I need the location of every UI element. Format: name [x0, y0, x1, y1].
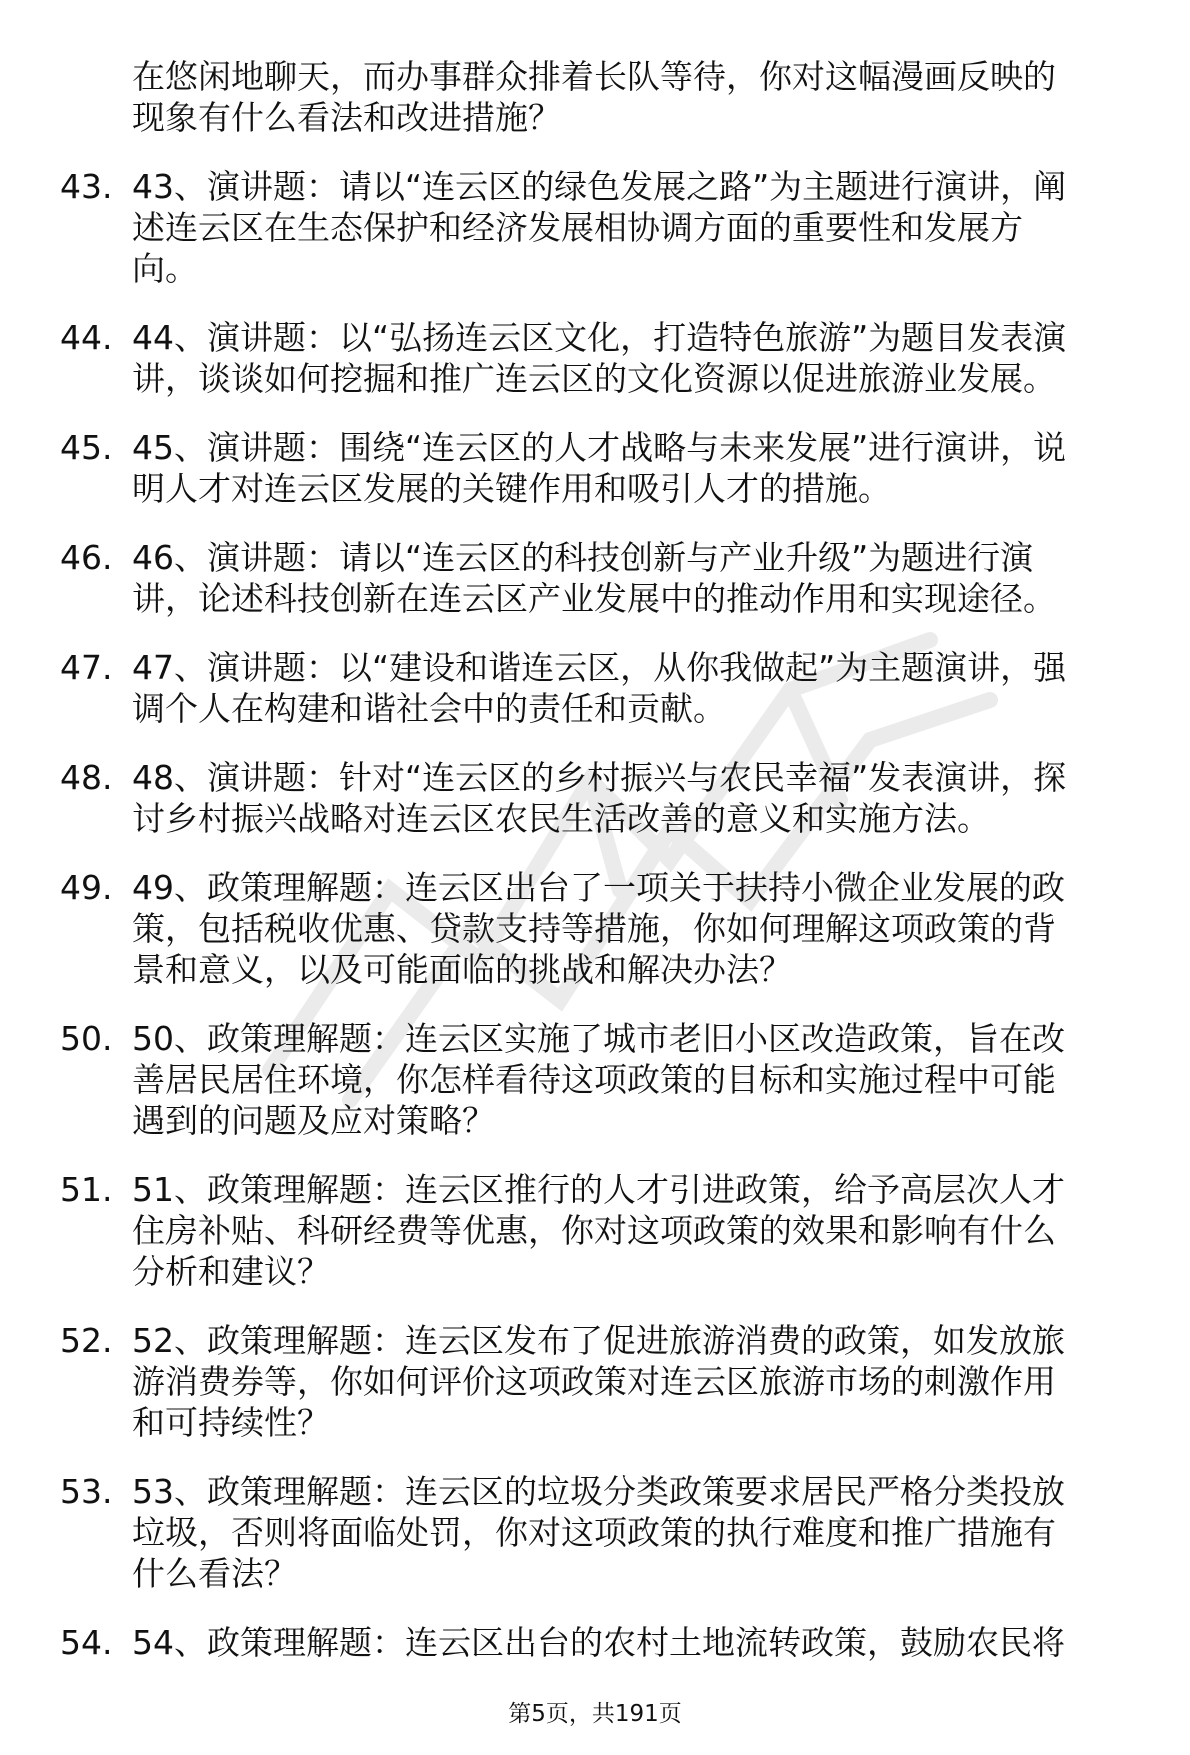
list-item: [60, 1471, 1150, 1594]
list-item-text: [132, 1320, 1150, 1443]
list-item: [60, 1622, 1150, 1663]
text-line: 49、政策理解题：连云区出台了一项关于扶持小微企业发展的政: [132, 868, 1065, 907]
list-item: [60, 1169, 1150, 1292]
text-line: 48、演讲题：针对“连云区的乡村振兴与农民幸福”发表演讲，探: [132, 758, 1067, 797]
list-item: [60, 1018, 1150, 1141]
text-line: 44、演讲题：以“弘扬连云区文化，打造特色旅游”为题目发表演: [132, 318, 1067, 357]
text-line: 讲，论述科技创新在连云区产业发展中的推动作用和实现途径。: [132, 579, 1056, 618]
list-item-number: 50.: [60, 1019, 113, 1058]
text-line: 53、政策理解题：连云区的垃圾分类政策要求居民严格分类投放: [132, 1472, 1065, 1511]
text-line: 什么看法？: [132, 1554, 297, 1593]
list-item: [60, 1320, 1150, 1443]
list-item-number: 49.: [60, 868, 113, 907]
list-item-text: [132, 537, 1150, 619]
list-item-number: 47.: [60, 648, 113, 687]
list-item: [60, 757, 1150, 839]
text-line: 讲，谈谈如何挖掘和推广连云区的文化资源以促进旅游业发展。: [132, 359, 1056, 398]
list-item-number: 43.: [60, 167, 113, 206]
text-line: 51、政策理解题：连云区推行的人才引进政策，给予高层次人才: [132, 1170, 1065, 1209]
text-line: 分析和建议？: [132, 1252, 330, 1291]
list-item-number: 51.: [60, 1170, 113, 1209]
list-item-number: 54.: [60, 1623, 113, 1662]
list-item-text: [132, 1622, 1150, 1663]
list-item-text: [132, 1018, 1150, 1141]
list-item: [60, 867, 1150, 990]
list-item-number: 52.: [60, 1321, 113, 1360]
text-line: 52、政策理解题：连云区发布了促进旅游消费的政策，如发放旅: [132, 1321, 1065, 1360]
list-item-text: [132, 166, 1150, 289]
text-line: 和可持续性？: [132, 1403, 330, 1442]
list-item: [60, 427, 1150, 509]
list-item-text: [132, 647, 1150, 729]
list-item-number: 48.: [60, 758, 113, 797]
text-line: 述连云区在生态保护和经济发展相协调方面的重要性和发展方: [132, 208, 1023, 247]
text-line: 调个人在构建和谐社会中的责任和贡献。: [132, 689, 726, 728]
list-item: [60, 537, 1150, 619]
text-line: 遇到的问题及应对策略？: [132, 1101, 495, 1140]
question-list: [60, 56, 1150, 1663]
list-item-text: [132, 317, 1150, 399]
list-item-text: [132, 1169, 1150, 1292]
text-line: 向。: [132, 249, 198, 288]
list-item: [60, 166, 1150, 289]
text-line: 47、演讲题：以“建设和谐连云区，从你我做起”为主题演讲，强: [132, 648, 1067, 687]
list-item: [60, 647, 1150, 729]
list-item-number: 45.: [60, 428, 113, 467]
continuation-text: [60, 56, 1150, 138]
list-item-number: 53.: [60, 1472, 113, 1511]
list-item-number: 44.: [60, 318, 113, 357]
text-line: 垃圾，否则将面临处罚，你对这项政策的执行难度和推广措施有: [132, 1513, 1056, 1552]
text-line: 游消费券等，你如何评价这项政策对连云区旅游市场的刺激作用: [132, 1362, 1056, 1401]
list-item-text: [132, 1471, 1150, 1594]
text-line: 54、政策理解题：连云区出台的农村土地流转政策，鼓励农民将: [132, 1623, 1065, 1662]
list-item: [60, 317, 1150, 399]
list-item-text: [132, 867, 1150, 990]
text-line: 景和意义，以及可能面临的挑战和解决办法？: [132, 950, 792, 989]
text-line: 明人才对连云区发展的关键作用和吸引人才的措施。: [132, 469, 891, 508]
text-line: 讨乡村振兴战略对连云区农民生活改善的意义和实施方法。: [132, 799, 990, 838]
page-number: 第5页，共191页: [508, 1701, 682, 1727]
text-line: 46、演讲题：请以“连云区的科技创新与产业升级”为题进行演: [132, 538, 1034, 577]
text-line: 50、政策理解题：连云区实施了城市老旧小区改造政策，旨在改: [132, 1019, 1065, 1058]
text-line: 住房补贴、科研经费等优惠，你对这项政策的效果和影响有什么: [132, 1211, 1056, 1250]
list-item-number: 46.: [60, 538, 113, 577]
text-line: 45、演讲题：围绕“连云区的人才战略与未来发展”进行演讲，说: [132, 428, 1067, 467]
text-line: 策，包括税收优惠、贷款支持等措施，你如何理解这项政策的背: [132, 909, 1056, 948]
text-line: 善居民居住环境，你怎样看待这项政策的目标和实施过程中可能: [132, 1060, 1056, 1099]
text-line: 在悠闲地聊天，而办事群众排着长队等待，你对这幅漫画反映的: [132, 57, 1056, 96]
list-item-text: [132, 757, 1150, 839]
text-line: 43、演讲题：请以“连云区的绿色发展之路”为主题进行演讲，阐: [132, 167, 1067, 206]
text-line: 现象有什么看法和改进措施？: [132, 98, 561, 137]
list-item-text: [132, 427, 1150, 509]
